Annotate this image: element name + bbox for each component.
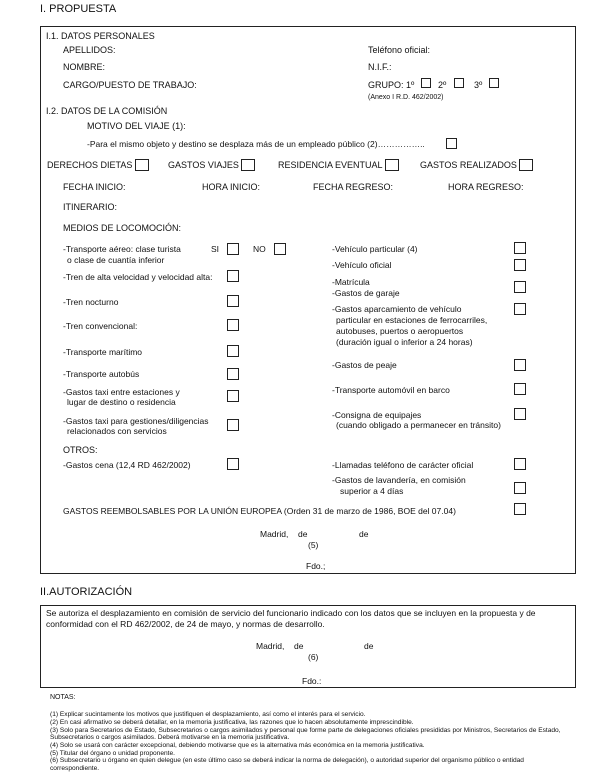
proposal-date-de-2: de [359,529,369,539]
laundry-label-2: superior a 4 días [340,486,404,496]
dinner-expenses-checkbox[interactable] [227,458,239,470]
travel-expenses-checkbox[interactable] [241,159,255,171]
group-3-label: 3º [474,80,483,90]
expenses-incurred-checkbox[interactable] [519,159,533,171]
group-1-label: GRUPO: 1º [368,80,415,90]
proposal-date-de-1: de [298,529,308,539]
night-train-label: -Tren nocturno [63,297,119,307]
group-1-checkbox[interactable] [421,78,431,88]
parking-expenses-label-4: (duración igual o inferior a 24 horas) [336,337,473,347]
temporary-residence-checkbox[interactable] [385,159,399,171]
section-1-title: I. PROPUESTA [40,3,117,15]
luggage-storage-label: -Consigna de equipajes [332,410,422,420]
authorization-date-de-1: de [294,641,304,651]
air-transport-label: -Transporte aéreo: clase turista [63,244,181,254]
garage-expenses-label: -Gastos de garaje [332,288,400,298]
car-ferry-label: -Transporte automóvil en barco [332,385,450,395]
others-heading: OTROS: [63,445,98,455]
laundry-checkbox[interactable] [514,482,526,494]
bus-transport-checkbox[interactable] [227,368,239,380]
allowance-rights-checkbox[interactable] [135,159,149,171]
luggage-storage-label-2: (cuando obligado a permanecer en tránsito) [336,420,501,430]
nif-label: N.I.F.: [368,62,392,72]
start-time-label: HORA INICIO: [202,182,261,192]
high-speed-train-checkbox[interactable] [227,270,239,282]
air-transport-no-checkbox[interactable] [274,243,286,255]
toll-expenses-label: -Gastos de peaje [332,360,397,370]
conventional-train-checkbox[interactable] [227,319,239,331]
authorization-text: Se autoriza el desplazamiento en comisión de servicio del funcionario indicado con los datos que se incluyen en la propuesta y de conformidad con el RD 462/2002, de 24 de mayo, y normas de desarrollo. [46,608,536,629]
return-date-label: FECHA REGRESO: [313,182,394,192]
official-vehicle-checkbox[interactable] [514,259,526,271]
travel-expenses-label: GASTOS VIAJES [168,160,239,170]
no-label: NO [253,244,266,254]
trip-reason-label: MOTIVO DEL VIAJE (1): [87,121,186,131]
sea-transport-label: -Transporte marítimo [63,347,143,357]
night-train-checkbox[interactable] [227,295,239,307]
official-vehicle-label: -Vehículo oficial [332,260,392,270]
proposal-place-label: Madrid, [260,529,289,539]
eu-reimbursable-label: GASTOS REEMBOLSABLES POR LA UNIÓN EUROPEA (Orden 31 de marzo de 1986, BOE del 07.04) [63,506,456,516]
parking-expenses-label-2: particular en estaciones de ferrocarriles, [336,315,488,325]
group-2-label: 2º [438,80,447,90]
surname-label: APELLIDOS: [63,45,116,55]
commission-data-heading: I.2. DATOS DE LA COMISIÓN [46,106,168,116]
start-date-label: FECHA INICIO: [63,182,126,192]
note-4: (4) Solo se usará con carácter excepcional, debiendo motivarse que es la alternativa más económica en la memoria justificativa. [50,742,425,749]
note-6: (6) Subsecretario u órgano en quien delegue (en este último caso se deberá indicar la norma de delegación), o autoridad superior del organismo público o entidad [50,757,524,764]
same-destination-question: -Para el mismo objeto y destino se desplaza más de un empleado público (2)…………….. [87,139,425,149]
yes-label: SI [211,244,220,254]
allowance-rights-label: DERECHOS DIETAS [47,160,133,170]
same-destination-checkbox[interactable] [446,138,457,149]
expenses-incurred-label: GASTOS REALIZADOS [420,160,517,170]
note-3-cont: Subsecretarios o cargos asimilados. Deberá motivarse en la memoria justificativa. [50,734,290,741]
parking-expenses-checkbox[interactable] [514,303,526,315]
taxi-stations-label-2: lugar de destino o residencia [67,397,176,407]
note-6-cont: correspondiente. [50,765,100,772]
car-ferry-checkbox[interactable] [514,383,526,395]
position-label: CARGO/PUESTO DE TRABAJO: [63,80,197,90]
group-3-checkbox[interactable] [489,78,499,88]
group-2-checkbox[interactable] [454,78,464,88]
eu-reimbursable-checkbox[interactable] [514,503,526,515]
phone-calls-checkbox[interactable] [514,458,526,470]
notes-heading: NOTAS: [50,694,76,701]
phone-calls-label: -Llamadas teléfono de carácter oficial [332,460,474,470]
taxi-errands-checkbox[interactable] [227,419,239,431]
plate-label: -Matrícula [332,277,370,287]
air-transport-yes-checkbox[interactable] [227,243,239,255]
private-vehicle-label: -Vehículo particular (4) [332,244,418,254]
transport-means-label: MEDIOS DE LOCOMOCIÓN: [63,223,182,233]
authorization-place-label: Madrid, [256,641,285,651]
taxi-errands-label: -Gastos taxi para gestiones/diligencias [63,416,209,426]
authorization-note-ref: (6) [308,652,319,662]
private-vehicle-checkbox[interactable] [514,242,526,254]
laundry-label: -Gastos de lavandería, en comisión [332,475,466,485]
garage-expenses-checkbox[interactable] [514,281,526,293]
proposal-note-ref: (5) [308,540,319,550]
parking-expenses-label-3: autobuses, puertos o aeropuertos [336,326,464,336]
note-1: (1) Explicar sucintamente los motivos que justifiquen el desplazamiento, así como el interés para el servicio. [50,711,366,718]
return-time-label: HORA REGRESO: [448,182,524,192]
personal-data-heading: I.1. DATOS PERSONALES [46,31,155,41]
taxi-stations-checkbox[interactable] [227,390,239,402]
annex-reference: (Anexo I R.D. 462/2002) [368,94,444,101]
note-5: (5) Titular del órgano o unidad proponente. [50,750,176,757]
luggage-storage-checkbox[interactable] [514,408,526,420]
taxi-errands-label-2: relacionados con servicios [67,426,167,436]
authorization-date-de-2: de [364,641,374,651]
sea-transport-checkbox[interactable] [227,345,239,357]
temporary-residence-label: RESIDENCIA EVENTUAL [278,160,383,170]
dinner-expenses-label: -Gastos cena (12,4 RD 462/2002) [63,460,191,470]
taxi-stations-label: -Gastos taxi entre estaciones y [63,387,180,397]
high-speed-train-label: -Tren de alta velocidad y velocidad alta: [63,272,213,282]
authorization-signature-label: Fdo.: [302,676,322,686]
note-3: (3) Solo para Secretarios de Estado, Subsecretarios o cargos asimilados y personal que forme parte de delegaciones oficiales presididas por Ministros, Secretarios de Estado, [50,727,561,734]
conventional-train-label: -Tren convencional: [63,321,138,331]
proposal-signature-label: Fdo.; [306,561,326,571]
note-2: (2) En casi afirmativo se deberá detallar, en la memoria justificativa, las razones que lo hacen absolutamente imprescindible. [50,719,414,726]
phone-label: Teléfono oficial: [368,45,431,55]
toll-expenses-checkbox[interactable] [514,359,526,371]
name-label: NOMBRE: [63,62,106,72]
parking-expenses-label: -Gastos aparcamiento de vehículo [332,304,462,314]
bus-transport-label: -Transporte autobús [63,369,140,379]
itinerary-label: ITINERARIO: [63,202,118,212]
section-2-title: II.AUTORIZACIÓN [40,586,133,598]
air-transport-class-label: o clase de cuantía inferior [67,255,165,265]
